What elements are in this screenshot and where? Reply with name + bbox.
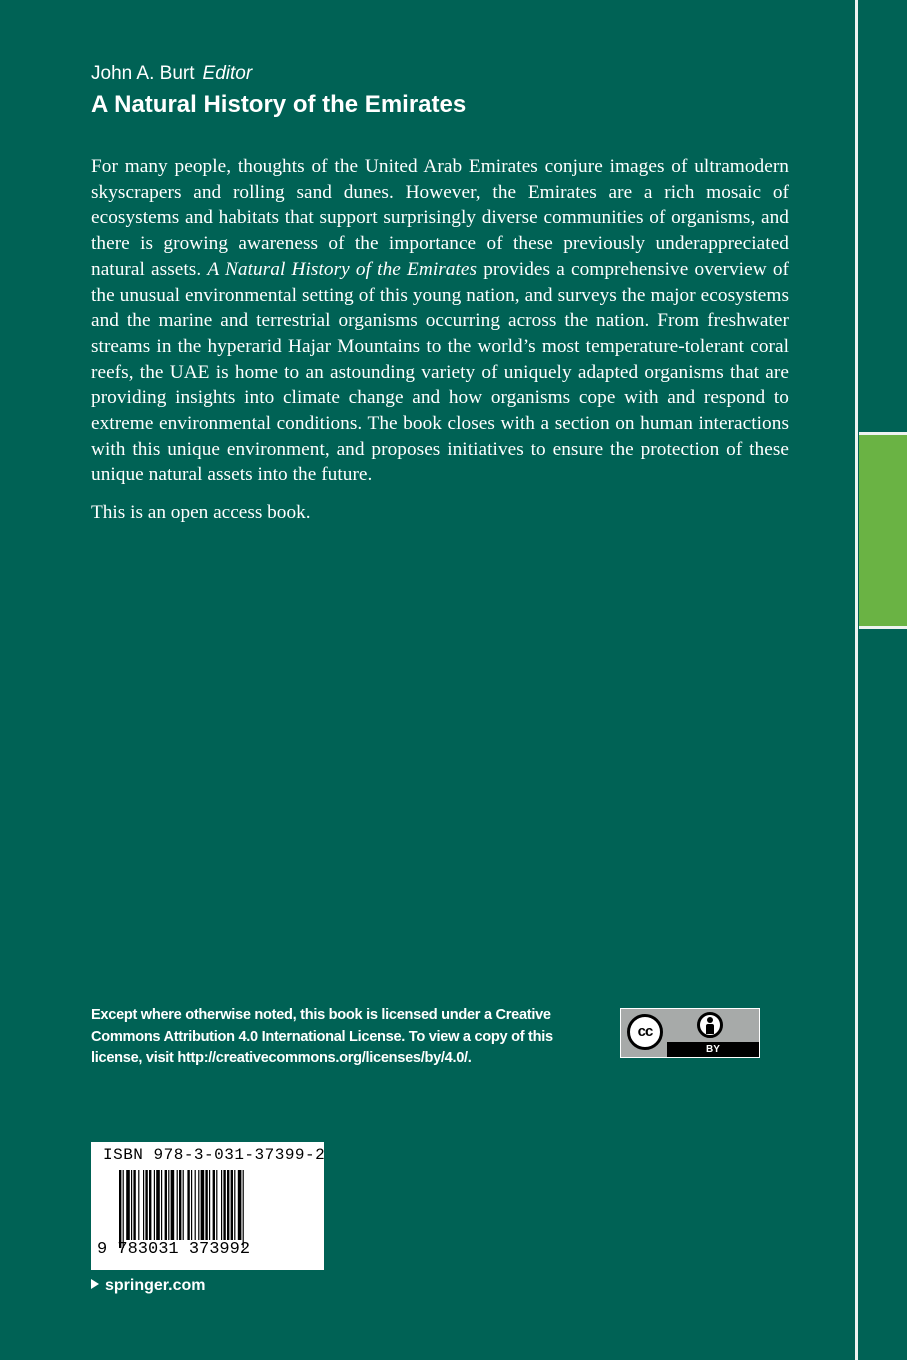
arrow-icon xyxy=(91,1279,99,1289)
publisher-link[interactable] xyxy=(91,1276,205,1296)
by-label: BY xyxy=(667,1042,759,1057)
book-description xyxy=(91,154,789,488)
cover-header xyxy=(91,62,466,120)
description-italic-title: A Natural History of the Emirates xyxy=(207,258,478,280)
description-part-2: provides a comprehensive overview of the unusual environmental setting of this young nation, and surveys the major ecosystems and the marine and terrestrial organisms occurring across the nation. From freshwater streams in the hyperarid Hajar Mountains to the world’s most temperature-tolerant coral reefs, the UAE is home to an astounding variety of uniquely adapted organisms that are providing insights into climate change and how organisms cope with and respond to extreme environmental conditions. The book closes with a section on human interactions with this unique environment, and proposes initiatives to ensure the protection of these unique natural assets into the future. xyxy=(91,258,789,486)
isbn-number: ISBN 978-3-031-37399-2 xyxy=(103,1146,326,1164)
author-role: Editor xyxy=(202,63,253,84)
open-access-note: This is an open access book. xyxy=(91,502,311,523)
spine-accent-block xyxy=(859,432,907,629)
barcode-digits: 9 783031 373992 xyxy=(97,1240,251,1259)
author-line xyxy=(91,62,466,86)
isbn-barcode xyxy=(91,1142,324,1270)
attribution-person-icon xyxy=(697,1012,723,1038)
book-title: A Natural History of the Emirates xyxy=(91,91,467,118)
publisher-url: springer.com xyxy=(105,1277,206,1294)
description-part-1: For many people, thoughts of the United Arab Emirates conjure images of ultramodern skyscrapers and rolling sand dunes. However, the Emirates are a rich mosaic of ecosystems and habitats that support surprisingly diverse communities of organisms, and there is growing awareness of the importance of these previously underappreciated natural assets. xyxy=(91,156,789,280)
cc-by-license-badge[interactable] xyxy=(620,1008,760,1058)
license-statement: Except where otherwise noted, this book is licensed under a Creative Commons Attribution 4.0 International License. To view a copy of this license, visit http://creativecommons.org/licenses/by/4.0/. xyxy=(91,1007,553,1066)
spine-divider xyxy=(855,0,858,1360)
author-name: John A. Burt xyxy=(91,63,195,84)
cc-icon: cc xyxy=(627,1014,663,1050)
